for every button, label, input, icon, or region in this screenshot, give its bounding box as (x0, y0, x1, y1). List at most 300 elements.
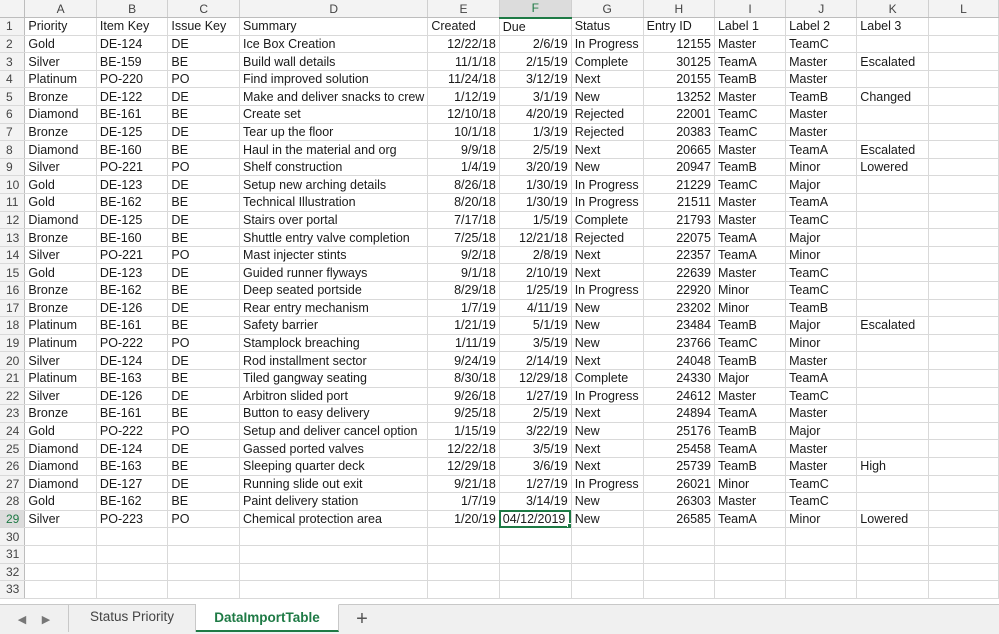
column-header-l[interactable]: L (928, 0, 998, 18)
cell-a1[interactable]: Priority (25, 18, 96, 36)
cell-j19[interactable]: Minor (786, 334, 857, 352)
cell-e33[interactable] (428, 581, 499, 599)
cell-e29[interactable]: 1/20/19 (428, 510, 499, 528)
cell-l4[interactable] (928, 70, 998, 88)
cell-g24[interactable]: New (571, 422, 643, 440)
cell-a16[interactable]: Bronze (25, 282, 96, 300)
cell-a6[interactable]: Diamond (25, 106, 96, 124)
cell-e5[interactable]: 1/12/19 (428, 88, 499, 106)
cell-i16[interactable]: Minor (714, 282, 785, 300)
cell-c21[interactable]: BE (168, 369, 240, 387)
cell-i9[interactable]: TeamB (714, 158, 785, 176)
row-header[interactable]: 6 (0, 106, 25, 124)
cell-h1[interactable]: Entry ID (643, 18, 714, 36)
cell-a21[interactable]: Platinum (25, 369, 96, 387)
row-header[interactable]: 14 (0, 246, 25, 264)
cell-l31[interactable] (928, 545, 998, 563)
cell-b21[interactable]: BE-163 (96, 369, 167, 387)
cell-b26[interactable]: BE-163 (96, 457, 167, 475)
cell-j14[interactable]: Minor (786, 246, 857, 264)
cell-g21[interactable]: Complete (571, 369, 643, 387)
cell-c20[interactable]: DE (168, 352, 240, 370)
cell-k16[interactable] (857, 282, 929, 300)
cell-h26[interactable]: 25739 (643, 457, 714, 475)
cell-e17[interactable]: 1/7/19 (428, 299, 499, 317)
cell-c33[interactable] (168, 581, 240, 599)
cell-l1[interactable] (928, 18, 998, 36)
cell-k4[interactable] (857, 70, 929, 88)
cell-f19[interactable]: 3/5/19 (499, 334, 571, 352)
cell-g10[interactable]: In Progress (571, 176, 643, 194)
cell-k31[interactable] (857, 545, 929, 563)
row-header[interactable]: 29 (0, 510, 25, 528)
cell-e8[interactable]: 9/9/18 (428, 141, 499, 159)
cell-g12[interactable]: Complete (571, 211, 643, 229)
cell-d13[interactable]: Shuttle entry valve completion (240, 229, 428, 247)
cell-f31[interactable] (499, 545, 571, 563)
cell-k26[interactable]: High (857, 457, 929, 475)
cell-k3[interactable]: Escalated (857, 53, 929, 71)
row-header[interactable]: 16 (0, 282, 25, 300)
select-all-corner[interactable] (0, 0, 25, 18)
cell-b16[interactable]: BE-162 (96, 282, 167, 300)
cell-f12[interactable]: 1/5/19 (499, 211, 571, 229)
cell-c31[interactable] (168, 545, 240, 563)
cell-e26[interactable]: 12/29/18 (428, 457, 499, 475)
cell-j12[interactable]: TeamC (786, 211, 857, 229)
cell-h6[interactable]: 22001 (643, 106, 714, 124)
cell-g4[interactable]: Next (571, 70, 643, 88)
cell-a9[interactable]: Silver (25, 158, 96, 176)
cell-k18[interactable]: Escalated (857, 317, 929, 335)
cell-h23[interactable]: 24894 (643, 405, 714, 423)
cell-g1[interactable]: Status (571, 18, 643, 36)
cell-d15[interactable]: Guided runner flyways (240, 264, 428, 282)
cell-c5[interactable]: DE (168, 88, 240, 106)
cell-i4[interactable]: TeamB (714, 70, 785, 88)
cell-h25[interactable]: 25458 (643, 440, 714, 458)
cell-a7[interactable]: Bronze (25, 123, 96, 141)
cell-j29[interactable]: Minor (786, 510, 857, 528)
row-header[interactable]: 13 (0, 229, 25, 247)
cell-d1[interactable]: Summary (240, 18, 428, 36)
cell-a25[interactable]: Diamond (25, 440, 96, 458)
cell-i3[interactable]: TeamA (714, 53, 785, 71)
row-header[interactable]: 4 (0, 70, 25, 88)
row-header[interactable]: 20 (0, 352, 25, 370)
cell-d9[interactable]: Shelf construction (240, 158, 428, 176)
cell-h30[interactable] (643, 528, 714, 546)
cell-j24[interactable]: Major (786, 422, 857, 440)
cell-j30[interactable] (786, 528, 857, 546)
cell-d33[interactable] (240, 581, 428, 599)
cell-k30[interactable] (857, 528, 929, 546)
cell-k17[interactable] (857, 299, 929, 317)
cell-l29[interactable] (928, 510, 998, 528)
cell-l19[interactable] (928, 334, 998, 352)
cell-i32[interactable] (714, 563, 785, 581)
cell-h29[interactable]: 26585 (643, 510, 714, 528)
cell-c10[interactable]: DE (168, 176, 240, 194)
row-header[interactable]: 21 (0, 369, 25, 387)
cell-e3[interactable]: 11/1/18 (428, 53, 499, 71)
cell-k1[interactable]: Label 3 (857, 18, 929, 36)
cell-b7[interactable]: DE-125 (96, 123, 167, 141)
cell-i30[interactable] (714, 528, 785, 546)
cell-l8[interactable] (928, 141, 998, 159)
row-header[interactable]: 33 (0, 581, 25, 599)
cell-h24[interactable]: 25176 (643, 422, 714, 440)
cell-f25[interactable]: 3/5/19 (499, 440, 571, 458)
cell-b12[interactable]: DE-125 (96, 211, 167, 229)
column-header-b[interactable]: B (96, 0, 167, 18)
row-header[interactable]: 24 (0, 422, 25, 440)
cell-l20[interactable] (928, 352, 998, 370)
cell-e30[interactable] (428, 528, 499, 546)
cell-h17[interactable]: 23202 (643, 299, 714, 317)
cell-f8[interactable]: 2/5/19 (499, 141, 571, 159)
row-header[interactable]: 27 (0, 475, 25, 493)
cell-e22[interactable]: 9/26/18 (428, 387, 499, 405)
cell-g29[interactable]: New (571, 510, 643, 528)
cell-f11[interactable]: 1/30/19 (499, 194, 571, 212)
cell-g23[interactable]: Next (571, 405, 643, 423)
cell-k6[interactable] (857, 106, 929, 124)
cell-i20[interactable]: TeamB (714, 352, 785, 370)
cell-l22[interactable] (928, 387, 998, 405)
cell-b11[interactable]: BE-162 (96, 194, 167, 212)
cell-l9[interactable] (928, 158, 998, 176)
cell-g16[interactable]: In Progress (571, 282, 643, 300)
cell-h32[interactable] (643, 563, 714, 581)
fill-handle[interactable] (567, 523, 572, 528)
cell-d3[interactable]: Build wall details (240, 53, 428, 71)
column-header-e[interactable]: E (428, 0, 499, 18)
cell-h9[interactable]: 20947 (643, 158, 714, 176)
cell-g20[interactable]: Next (571, 352, 643, 370)
cell-h27[interactable]: 26021 (643, 475, 714, 493)
cell-a13[interactable]: Bronze (25, 229, 96, 247)
cell-k12[interactable] (857, 211, 929, 229)
cell-l32[interactable] (928, 563, 998, 581)
cell-i31[interactable] (714, 545, 785, 563)
cell-h33[interactable] (643, 581, 714, 599)
cell-a8[interactable]: Diamond (25, 141, 96, 159)
cell-i19[interactable]: TeamC (714, 334, 785, 352)
cell-h31[interactable] (643, 545, 714, 563)
cell-a11[interactable]: Gold (25, 194, 96, 212)
active-cell[interactable]: 04/12/2019 (499, 510, 571, 528)
cell-i5[interactable]: Master (714, 88, 785, 106)
cell-d31[interactable] (240, 545, 428, 563)
cell-a32[interactable] (25, 563, 96, 581)
cell-i15[interactable]: Master (714, 264, 785, 282)
cell-l21[interactable] (928, 369, 998, 387)
cell-l25[interactable] (928, 440, 998, 458)
cell-j20[interactable]: Master (786, 352, 857, 370)
cell-l17[interactable] (928, 299, 998, 317)
cell-i22[interactable]: Master (714, 387, 785, 405)
cell-l15[interactable] (928, 264, 998, 282)
cell-e14[interactable]: 9/2/18 (428, 246, 499, 264)
cell-e13[interactable]: 7/25/18 (428, 229, 499, 247)
cell-j15[interactable]: TeamC (786, 264, 857, 282)
cell-i11[interactable]: Master (714, 194, 785, 212)
cell-h18[interactable]: 23484 (643, 317, 714, 335)
scroll-tabs-right-icon[interactable]: ▶ (41, 614, 51, 626)
cell-l7[interactable] (928, 123, 998, 141)
cell-f1[interactable]: Due (499, 18, 571, 36)
cell-d6[interactable]: Create set (240, 106, 428, 124)
cell-c17[interactable]: DE (168, 299, 240, 317)
cell-l23[interactable] (928, 405, 998, 423)
cell-k19[interactable] (857, 334, 929, 352)
cell-d14[interactable]: Mast injecter stints (240, 246, 428, 264)
cell-k2[interactable] (857, 35, 929, 53)
cell-g25[interactable]: Next (571, 440, 643, 458)
cell-a28[interactable]: Gold (25, 493, 96, 511)
cell-i26[interactable]: TeamB (714, 457, 785, 475)
cell-h10[interactable]: 21229 (643, 176, 714, 194)
column-header-g[interactable]: G (571, 0, 643, 18)
cell-j5[interactable]: TeamB (786, 88, 857, 106)
column-header-h[interactable]: H (643, 0, 714, 18)
cell-d29[interactable]: Chemical protection area (240, 510, 428, 528)
cell-j13[interactable]: Major (786, 229, 857, 247)
cell-i25[interactable]: TeamA (714, 440, 785, 458)
cell-l14[interactable] (928, 246, 998, 264)
cell-h15[interactable]: 22639 (643, 264, 714, 282)
cell-a17[interactable]: Bronze (25, 299, 96, 317)
cell-c2[interactable]: DE (168, 35, 240, 53)
cell-k32[interactable] (857, 563, 929, 581)
cell-l24[interactable] (928, 422, 998, 440)
cell-a14[interactable]: Silver (25, 246, 96, 264)
cell-k9[interactable]: Lowered (857, 158, 929, 176)
cell-l3[interactable] (928, 53, 998, 71)
cell-f33[interactable] (499, 581, 571, 599)
cell-b3[interactable]: BE-159 (96, 53, 167, 71)
cell-j6[interactable]: Master (786, 106, 857, 124)
cell-a2[interactable]: Gold (25, 35, 96, 53)
cell-e18[interactable]: 1/21/19 (428, 317, 499, 335)
row-header[interactable]: 26 (0, 457, 25, 475)
cell-d30[interactable] (240, 528, 428, 546)
cell-c18[interactable]: BE (168, 317, 240, 335)
cell-e16[interactable]: 8/29/18 (428, 282, 499, 300)
cell-l12[interactable] (928, 211, 998, 229)
cell-c29[interactable]: PO (168, 510, 240, 528)
cell-c3[interactable]: BE (168, 53, 240, 71)
cell-e4[interactable]: 11/24/18 (428, 70, 499, 88)
cell-i7[interactable]: TeamC (714, 123, 785, 141)
cell-k8[interactable]: Escalated (857, 141, 929, 159)
cell-d16[interactable]: Deep seated portside (240, 282, 428, 300)
cell-e21[interactable]: 8/30/18 (428, 369, 499, 387)
cell-k14[interactable] (857, 246, 929, 264)
cell-f21[interactable]: 12/29/18 (499, 369, 571, 387)
cell-f13[interactable]: 12/21/18 (499, 229, 571, 247)
cell-c30[interactable] (168, 528, 240, 546)
cell-b19[interactable]: PO-222 (96, 334, 167, 352)
column-header-d[interactable]: D (240, 0, 428, 18)
row-header[interactable]: 11 (0, 194, 25, 212)
cell-h22[interactable]: 24612 (643, 387, 714, 405)
row-header[interactable]: 10 (0, 176, 25, 194)
cell-g15[interactable]: Next (571, 264, 643, 282)
cell-h8[interactable]: 20665 (643, 141, 714, 159)
cell-e25[interactable]: 12/22/18 (428, 440, 499, 458)
cell-l11[interactable] (928, 194, 998, 212)
cell-a10[interactable]: Gold (25, 176, 96, 194)
cell-k15[interactable] (857, 264, 929, 282)
row-header[interactable]: 3 (0, 53, 25, 71)
add-sheet-button[interactable]: + (356, 608, 368, 630)
cell-l18[interactable] (928, 317, 998, 335)
cell-d23[interactable]: Button to easy delivery (240, 405, 428, 423)
cell-b32[interactable] (96, 563, 167, 581)
cell-c22[interactable]: DE (168, 387, 240, 405)
cell-l27[interactable] (928, 475, 998, 493)
cell-f26[interactable]: 3/6/19 (499, 457, 571, 475)
cell-i24[interactable]: TeamB (714, 422, 785, 440)
cell-d25[interactable]: Gassed ported valves (240, 440, 428, 458)
cell-e10[interactable]: 8/26/18 (428, 176, 499, 194)
row-header[interactable]: 7 (0, 123, 25, 141)
cell-i27[interactable]: Minor (714, 475, 785, 493)
cell-d18[interactable]: Safety barrier (240, 317, 428, 335)
cell-a20[interactable]: Silver (25, 352, 96, 370)
cell-g32[interactable] (571, 563, 643, 581)
cell-d22[interactable]: Arbitron slided port (240, 387, 428, 405)
cell-g9[interactable]: New (571, 158, 643, 176)
cell-c13[interactable]: BE (168, 229, 240, 247)
cell-d20[interactable]: Rod installment sector (240, 352, 428, 370)
cell-c24[interactable]: PO (168, 422, 240, 440)
cell-j31[interactable] (786, 545, 857, 563)
cell-f2[interactable]: 2/6/19 (499, 35, 571, 53)
cell-g7[interactable]: Rejected (571, 123, 643, 141)
cell-c11[interactable]: BE (168, 194, 240, 212)
cell-d24[interactable]: Setup and deliver cancel option (240, 422, 428, 440)
cell-b30[interactable] (96, 528, 167, 546)
cell-j32[interactable] (786, 563, 857, 581)
cell-e32[interactable] (428, 563, 499, 581)
cell-j2[interactable]: TeamC (786, 35, 857, 53)
cell-b5[interactable]: DE-122 (96, 88, 167, 106)
row-header[interactable]: 8 (0, 141, 25, 159)
cell-g31[interactable] (571, 545, 643, 563)
cell-g14[interactable]: Next (571, 246, 643, 264)
cell-a31[interactable] (25, 545, 96, 563)
cell-h28[interactable]: 26303 (643, 493, 714, 511)
cell-b1[interactable]: Item Key (96, 18, 167, 36)
cell-c7[interactable]: DE (168, 123, 240, 141)
cell-l6[interactable] (928, 106, 998, 124)
cell-f22[interactable]: 1/27/19 (499, 387, 571, 405)
cell-j7[interactable]: Master (786, 123, 857, 141)
cell-e2[interactable]: 12/22/18 (428, 35, 499, 53)
cell-d19[interactable]: Stamplock breaching (240, 334, 428, 352)
cell-k23[interactable] (857, 405, 929, 423)
cell-h19[interactable]: 23766 (643, 334, 714, 352)
cell-j10[interactable]: Major (786, 176, 857, 194)
cell-d2[interactable]: Ice Box Creation (240, 35, 428, 53)
cell-g17[interactable]: New (571, 299, 643, 317)
row-header[interactable]: 2 (0, 35, 25, 53)
cell-j25[interactable]: Master (786, 440, 857, 458)
row-header[interactable]: 31 (0, 545, 25, 563)
cell-g2[interactable]: In Progress (571, 35, 643, 53)
cell-e15[interactable]: 9/1/18 (428, 264, 499, 282)
row-header[interactable]: 5 (0, 88, 25, 106)
cell-a29[interactable]: Silver (25, 510, 96, 528)
cell-b33[interactable] (96, 581, 167, 599)
cell-e24[interactable]: 1/15/19 (428, 422, 499, 440)
cell-d17[interactable]: Rear entry mechanism (240, 299, 428, 317)
cell-b25[interactable]: DE-124 (96, 440, 167, 458)
cell-k24[interactable] (857, 422, 929, 440)
row-header[interactable]: 25 (0, 440, 25, 458)
cell-k22[interactable] (857, 387, 929, 405)
row-header[interactable]: 32 (0, 563, 25, 581)
cell-l16[interactable] (928, 282, 998, 300)
cell-e7[interactable]: 10/1/18 (428, 123, 499, 141)
cell-b15[interactable]: DE-123 (96, 264, 167, 282)
cell-g13[interactable]: Rejected (571, 229, 643, 247)
cell-d8[interactable]: Haul in the material and org (240, 141, 428, 159)
cell-j4[interactable]: Master (786, 70, 857, 88)
cell-k20[interactable] (857, 352, 929, 370)
cell-i23[interactable]: TeamA (714, 405, 785, 423)
cell-k27[interactable] (857, 475, 929, 493)
cell-k7[interactable] (857, 123, 929, 141)
row-header[interactable]: 1 (0, 18, 25, 36)
cell-i17[interactable]: Minor (714, 299, 785, 317)
column-header-c[interactable]: C (168, 0, 240, 18)
cell-b22[interactable]: DE-126 (96, 387, 167, 405)
cell-g6[interactable]: Rejected (571, 106, 643, 124)
cell-j9[interactable]: Minor (786, 158, 857, 176)
cell-b10[interactable]: DE-123 (96, 176, 167, 194)
cell-f10[interactable]: 1/30/19 (499, 176, 571, 194)
column-header-j[interactable]: J (786, 0, 857, 18)
cell-g3[interactable]: Complete (571, 53, 643, 71)
cell-c14[interactable]: PO (168, 246, 240, 264)
cell-c19[interactable]: PO (168, 334, 240, 352)
cell-j8[interactable]: TeamA (786, 141, 857, 159)
cell-i29[interactable]: TeamA (714, 510, 785, 528)
cell-g27[interactable]: In Progress (571, 475, 643, 493)
cell-i10[interactable]: TeamC (714, 176, 785, 194)
cell-i1[interactable]: Label 1 (714, 18, 785, 36)
cell-b28[interactable]: BE-162 (96, 493, 167, 511)
cell-i13[interactable]: TeamA (714, 229, 785, 247)
cell-g26[interactable]: Next (571, 457, 643, 475)
cell-c1[interactable]: Issue Key (168, 18, 240, 36)
cell-e1[interactable]: Created (428, 18, 499, 36)
cell-a15[interactable]: Gold (25, 264, 96, 282)
cell-b31[interactable] (96, 545, 167, 563)
cell-c12[interactable]: DE (168, 211, 240, 229)
cell-b13[interactable]: BE-160 (96, 229, 167, 247)
cell-h3[interactable]: 30125 (643, 53, 714, 71)
cell-a23[interactable]: Bronze (25, 405, 96, 423)
cell-j18[interactable]: Major (786, 317, 857, 335)
cell-c27[interactable]: DE (168, 475, 240, 493)
cell-e28[interactable]: 1/7/19 (428, 493, 499, 511)
cell-b2[interactable]: DE-124 (96, 35, 167, 53)
